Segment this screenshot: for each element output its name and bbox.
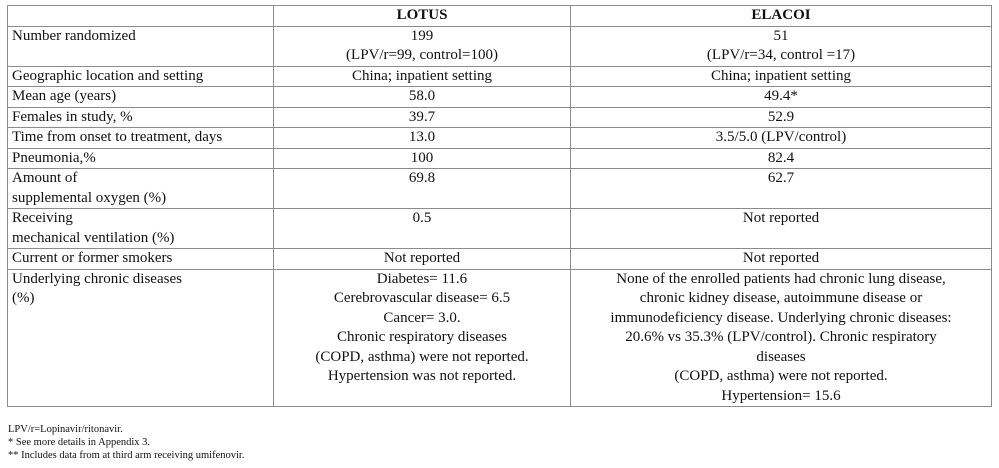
cell-text-line: immunodeficiency disease. Underlying chronic diseases:	[610, 309, 952, 326]
cell-text-line: Mean age (years)	[12, 88, 117, 104]
table-row	[8, 107, 992, 128]
cell-text-line: diseases	[756, 348, 806, 365]
cell-text-line: Cerebrovascular disease= 6.5	[333, 290, 511, 306]
table-row	[8, 249, 992, 270]
row-label-cell	[8, 26, 274, 66]
cell-text-line: Number randomized	[12, 27, 136, 44]
table-row	[8, 169, 992, 209]
cell-text-line: Hypertension= 15.6	[721, 387, 841, 404]
lotus-value-cell	[274, 66, 571, 87]
cell-text-line: China; inpatient setting	[711, 67, 851, 84]
lotus-value-cell	[274, 148, 571, 169]
table-row	[8, 269, 992, 407]
cell-text-line: 20.6% vs 35.3% (LPV/control). Chronic respiratory	[625, 329, 937, 345]
cell-text-line: Geographic location and setting	[12, 67, 204, 84]
header-elacoi: ELACOI	[571, 6, 992, 27]
row-label-cell	[8, 128, 274, 149]
cell-text-line: 0.5	[412, 210, 432, 226]
lotus-value-cell	[274, 26, 571, 66]
row-label-cell	[8, 148, 274, 169]
row-label-cell	[8, 107, 274, 128]
elacoi-value-cell	[571, 107, 992, 128]
cell-text-line: Not reported	[383, 250, 461, 266]
table-row	[8, 66, 992, 87]
cell-text-line: 13.0	[408, 129, 436, 145]
elacoi-value-cell	[571, 269, 992, 407]
lotus-value-cell	[274, 128, 571, 149]
cell-text-line: 52.9	[767, 108, 795, 125]
elacoi-value-cell	[571, 148, 992, 169]
cell-text-line: (COPD, asthma) were not reported.	[674, 368, 888, 384]
cell-text-line: 69.8	[408, 170, 436, 186]
table-row	[8, 87, 992, 108]
elacoi-value-cell	[571, 249, 992, 270]
cell-text-line: Chronic respiratory diseases	[337, 329, 507, 345]
cell-text-line: 62.7	[767, 170, 795, 186]
cell-text-line: (COPD, asthma) were not reported.	[315, 348, 529, 365]
row-label-cell	[8, 249, 274, 270]
table-row	[8, 128, 992, 149]
cell-text-line: 49.4*	[764, 88, 798, 104]
lotus-value-cell	[274, 87, 571, 108]
cell-text-line: Pneumonia,%	[12, 149, 96, 166]
row-label-cell	[8, 87, 274, 108]
cell-text-line: 51	[773, 27, 789, 44]
cell-text-line: (%)	[12, 290, 35, 306]
cell-text-line: Underlying chronic diseases	[12, 270, 182, 287]
footnote-appendix: * See more details in Appendix 3.	[8, 437, 151, 448]
elacoi-value-cell	[571, 66, 992, 87]
row-label-cell	[8, 169, 274, 209]
footnote-third-arm: ** Includes data from at third arm receiving umifenovir.	[8, 450, 245, 461]
elacoi-value-cell	[571, 87, 992, 108]
row-label-cell	[8, 209, 274, 249]
cell-text-line: (LPV/r=99, control=100)	[346, 47, 498, 63]
cell-text-line: Not reported	[742, 210, 820, 226]
elacoi-value-cell	[571, 209, 992, 249]
cell-text-line: supplemental oxygen (%)	[12, 189, 167, 206]
table-row	[8, 148, 992, 169]
cell-text-line: Amount of	[12, 170, 78, 186]
cell-text-line: Cancer= 3.0.	[383, 309, 461, 326]
comparison-table-container	[7, 5, 991, 407]
cell-text-line: 199	[410, 27, 434, 44]
cell-text-line: (LPV/r=34, control =17)	[706, 47, 856, 63]
cell-text-line: Diabetes= 11.6	[376, 270, 468, 287]
cell-text-line: China; inpatient setting	[352, 67, 492, 84]
table-row	[8, 209, 992, 249]
cell-text-line: mechanical ventilation (%)	[12, 229, 175, 246]
lotus-value-cell	[274, 209, 571, 249]
cell-text-line: 100	[410, 149, 434, 166]
cell-text-line: Current or former smokers	[12, 250, 173, 266]
cell-text-line: 82.4	[767, 149, 795, 166]
footnotes	[8, 423, 244, 462]
header-empty	[8, 6, 274, 27]
cell-text-line: Not reported	[742, 250, 820, 266]
cell-text-line: 3.5/5.0 (LPV/control)	[715, 129, 847, 145]
row-label-cell	[8, 269, 274, 407]
table-body	[8, 26, 992, 407]
elacoi-value-cell	[571, 128, 992, 149]
elacoi-value-cell	[571, 26, 992, 66]
lotus-value-cell	[274, 169, 571, 209]
cell-text-line: chronic kidney disease, autoimmune disease or	[639, 290, 923, 306]
lotus-value-cell	[274, 249, 571, 270]
table-row	[8, 26, 992, 66]
cell-text-line: 39.7	[408, 108, 436, 125]
cell-text-line: Time from onset to treatment, days	[12, 129, 223, 145]
footnote-abbreviation: LPV/r=Lopinavir/ritonavir.	[8, 424, 123, 435]
lotus-value-cell	[274, 107, 571, 128]
comparison-table	[7, 5, 992, 407]
cell-text-line: Receiving	[12, 210, 73, 226]
header-lotus: LOTUS	[274, 6, 571, 27]
cell-text-line: 58.0	[408, 88, 436, 104]
lotus-value-cell	[274, 269, 571, 407]
cell-text-line: Females in study, %	[12, 108, 133, 125]
row-label-cell	[8, 66, 274, 87]
elacoi-value-cell	[571, 169, 992, 209]
table-header-row	[8, 6, 992, 27]
cell-text-line: Hypertension was not reported.	[327, 368, 517, 384]
cell-text-line: None of the enrolled patients had chronic lung disease,	[616, 270, 946, 287]
